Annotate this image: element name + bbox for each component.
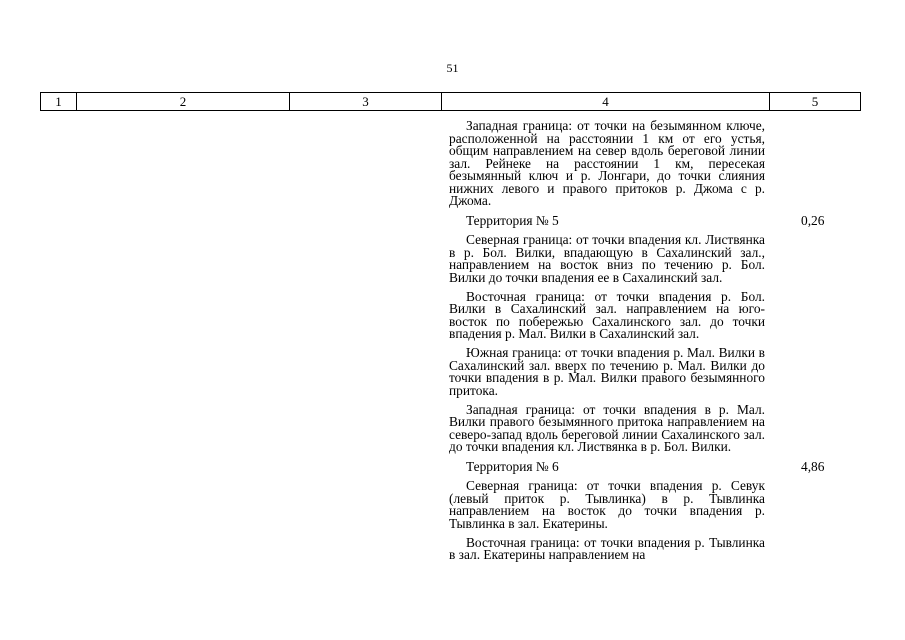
boundary-paragraph-east: Восточная граница: от точки впадения р. Тывлинка в зал. Екатерины направлением на [449,534,765,562]
boundary-paragraph-north: Северная граница: от точки впадения кл. Листвянка в р. Бол. Вилки, впадающую в Сахалинский зал., направлением на восток вниз по течению р. Бол. Вилки до точки впадения ее в Сахалинский зал. [449,232,765,285]
boundary-paragraph-north: Северная граница: от точки впадения р. Севук (левый приток р. Тывлинка) в р. Тывлинка направлением на восток до точки впадения р. Тывлинка в зал. Екатерины. [449,478,765,531]
column-header-table [40,92,861,111]
territory-area-value: 0,26 [801,213,825,228]
boundary-paragraph-west: Западная граница: от точки на безымянном ключе, расположенной на расстоянии 1 км от его устья, общим направлением на север вдоль береговой линии зал. Рейнеке на расстоянии 1 км, пересекая безымянный ключ и р. Лонгари, до точки слияния нижних левого и правого притоков р. Джома с р. Джома. [449,118,765,208]
column-header-3: 3 [290,93,442,111]
column-header-5: 5 [770,93,861,111]
territory-heading-6 [449,459,825,474]
boundary-descriptions [449,118,825,568]
boundary-paragraph-south: Южная граница: от точки впадения р. Мал. Вилки в Сахалинский зал. вверх по течению р. Мал. Вилки до точки впадения в р. Мал. Вилки правого безымянного притока. [449,345,765,398]
territory-label: Территория № 5 [466,213,559,228]
boundary-paragraph-east: Восточная граница: от точки впадения р. Бол. Вилки в Сахалинский зал. направлением на юго-восток по побережью Сахалинского зал. до точки впадения р. Мал. Вилки в Сахалинский зал. [449,288,765,341]
column-header-2: 2 [77,93,290,111]
boundary-paragraph-west: Западная граница: от точки впадения в р. Мал. Вилки правого безымянного притока направлением на северо-запад вдоль береговой линии Сахалинского зал. до точки впадения кл. Листвянка в р. Бол. Вилки. [449,401,765,454]
page-number: 51 [446,61,459,75]
territory-heading-5 [449,213,825,228]
territory-label: Территория № 6 [466,459,559,474]
column-header-4: 4 [442,93,770,111]
column-header-row [41,93,861,111]
territory-area-value: 4,86 [801,459,825,474]
column-header-1: 1 [41,93,77,111]
